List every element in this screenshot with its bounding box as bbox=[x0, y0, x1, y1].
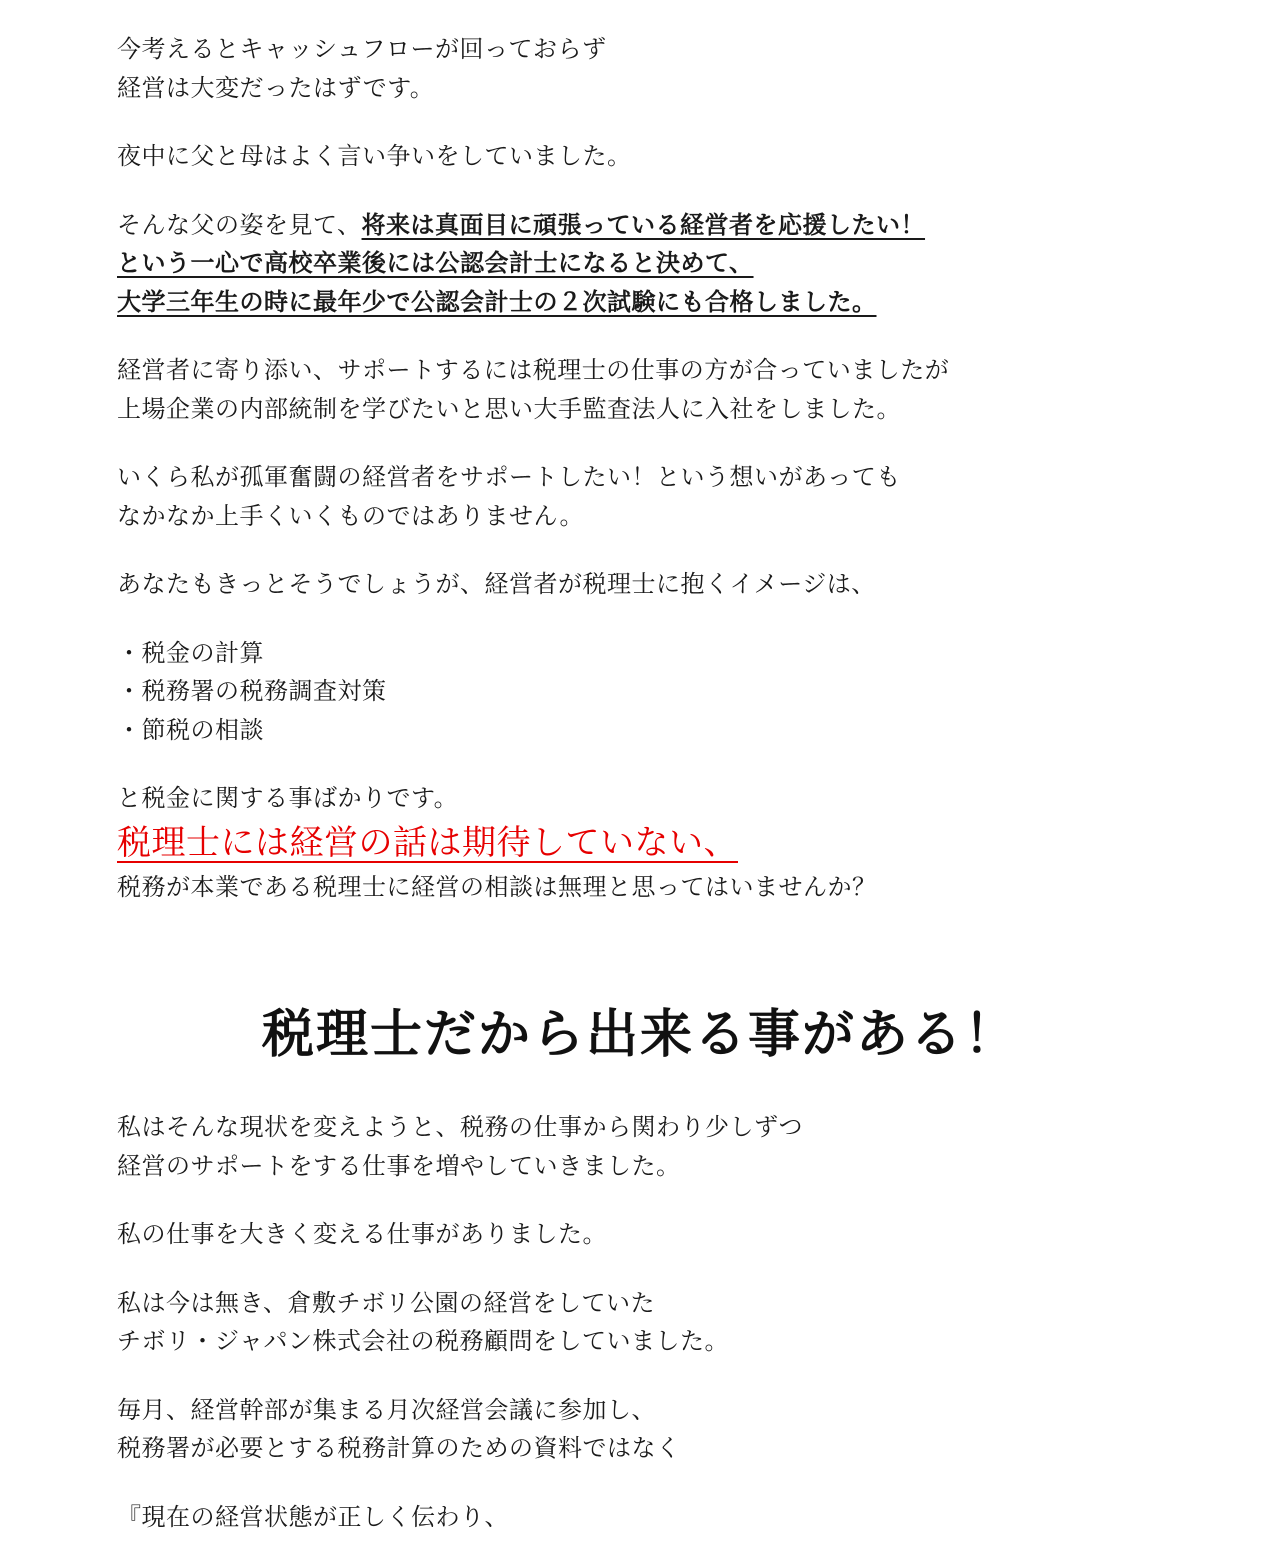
text-line: チボリ・ジャパン株式会社の税務顧問をしていました。 bbox=[117, 1327, 730, 1355]
paragraph-turning-point bbox=[117, 1215, 1117, 1254]
paragraph-parents bbox=[117, 137, 1117, 176]
paragraph-tivoli bbox=[117, 1284, 1117, 1361]
emphasis-text: 大学三年生の時に最年少で公認会計士の２次試験にも合格しました。 bbox=[117, 287, 877, 316]
paragraph-expectation bbox=[117, 779, 1117, 906]
text-line: 経営者に寄り添い、サポートするには税理士の仕事の方が合っていましたが bbox=[117, 356, 950, 384]
text-line bbox=[117, 206, 1117, 245]
paragraph-quote bbox=[117, 1498, 1117, 1537]
section-heading: 税理士だから出来る事がある！ bbox=[261, 1005, 1018, 1065]
text-line: 私の仕事を大きく変える仕事がありました。 bbox=[117, 1220, 607, 1248]
emphasis-text: という一心で高校卒業後には公認会計士になると決めて、 bbox=[117, 249, 754, 277]
text-line: 毎月、経営幹部が集まる月次経営会議に参加し、 bbox=[117, 1395, 656, 1424]
text-line bbox=[117, 244, 1117, 283]
text-line: 今考えるとキャッシュフローが回っておらず bbox=[117, 35, 607, 63]
text-line: 『現在の経営状態が正しく伝わり、 bbox=[117, 1502, 509, 1531]
paragraph-meeting bbox=[117, 1391, 1117, 1468]
paragraph-decision bbox=[117, 206, 1117, 322]
text-line: 税務署が必要とする税務計算のための資料ではなく bbox=[117, 1434, 681, 1462]
paragraph-career bbox=[117, 351, 1117, 428]
text-line: あなたもきっとそうでしょうが、経営者が税理士に抱くイメージは、 bbox=[117, 570, 876, 598]
text-line: 上場企業の内部統制を学びたいと思い大手監査法人に入社をしました。 bbox=[117, 394, 901, 423]
text-line: 私はそんな現状を変えようと、税務の仕事から関わり少しずつ bbox=[117, 1113, 803, 1141]
list-item: ・節税の相談 bbox=[117, 715, 264, 744]
article-body-top bbox=[117, 30, 1117, 906]
text-line: 経営のサポートをする仕事を増やしていきました。 bbox=[117, 1151, 681, 1180]
text-plain: そんな父の姿を見て、 bbox=[117, 210, 362, 239]
paragraph-image bbox=[117, 565, 1117, 604]
text-line: 私は今は無き、倉敷チボリ公園の経営をしていた bbox=[117, 1288, 656, 1317]
article-body-bottom bbox=[117, 1108, 1117, 1566]
text-line bbox=[117, 283, 1117, 322]
text-line: 経営は大変だったはずです。 bbox=[117, 73, 435, 102]
list-item: ・税務署の税務調査対策 bbox=[117, 677, 387, 705]
text-line: 税務が本業である税理士に経営の相談は無理と思ってはいませんか？ bbox=[117, 872, 877, 901]
paragraph-struggle bbox=[117, 458, 1117, 535]
text-line: と税金に関する事ばかりです。 bbox=[117, 784, 459, 812]
bullet-list bbox=[117, 634, 1117, 750]
text-line: いくら私が孤軍奮闘の経営者をサポートしたい！という想いがあっても bbox=[117, 463, 901, 491]
emphasis-text: 将来は真面目に頑張っている経営者を応援したい！ bbox=[361, 210, 926, 239]
paragraph-cashflow bbox=[117, 30, 1117, 107]
text-line: 夜中に父と母はよく言い争いをしていました。 bbox=[117, 142, 632, 170]
paragraph-change bbox=[117, 1108, 1117, 1185]
highlight-red-text: 税理士には経営の話は期待していない、 bbox=[117, 822, 738, 863]
text-line: なかなか上手くいくものではありません。 bbox=[117, 501, 584, 530]
list-item: ・税金の計算 bbox=[117, 638, 264, 667]
